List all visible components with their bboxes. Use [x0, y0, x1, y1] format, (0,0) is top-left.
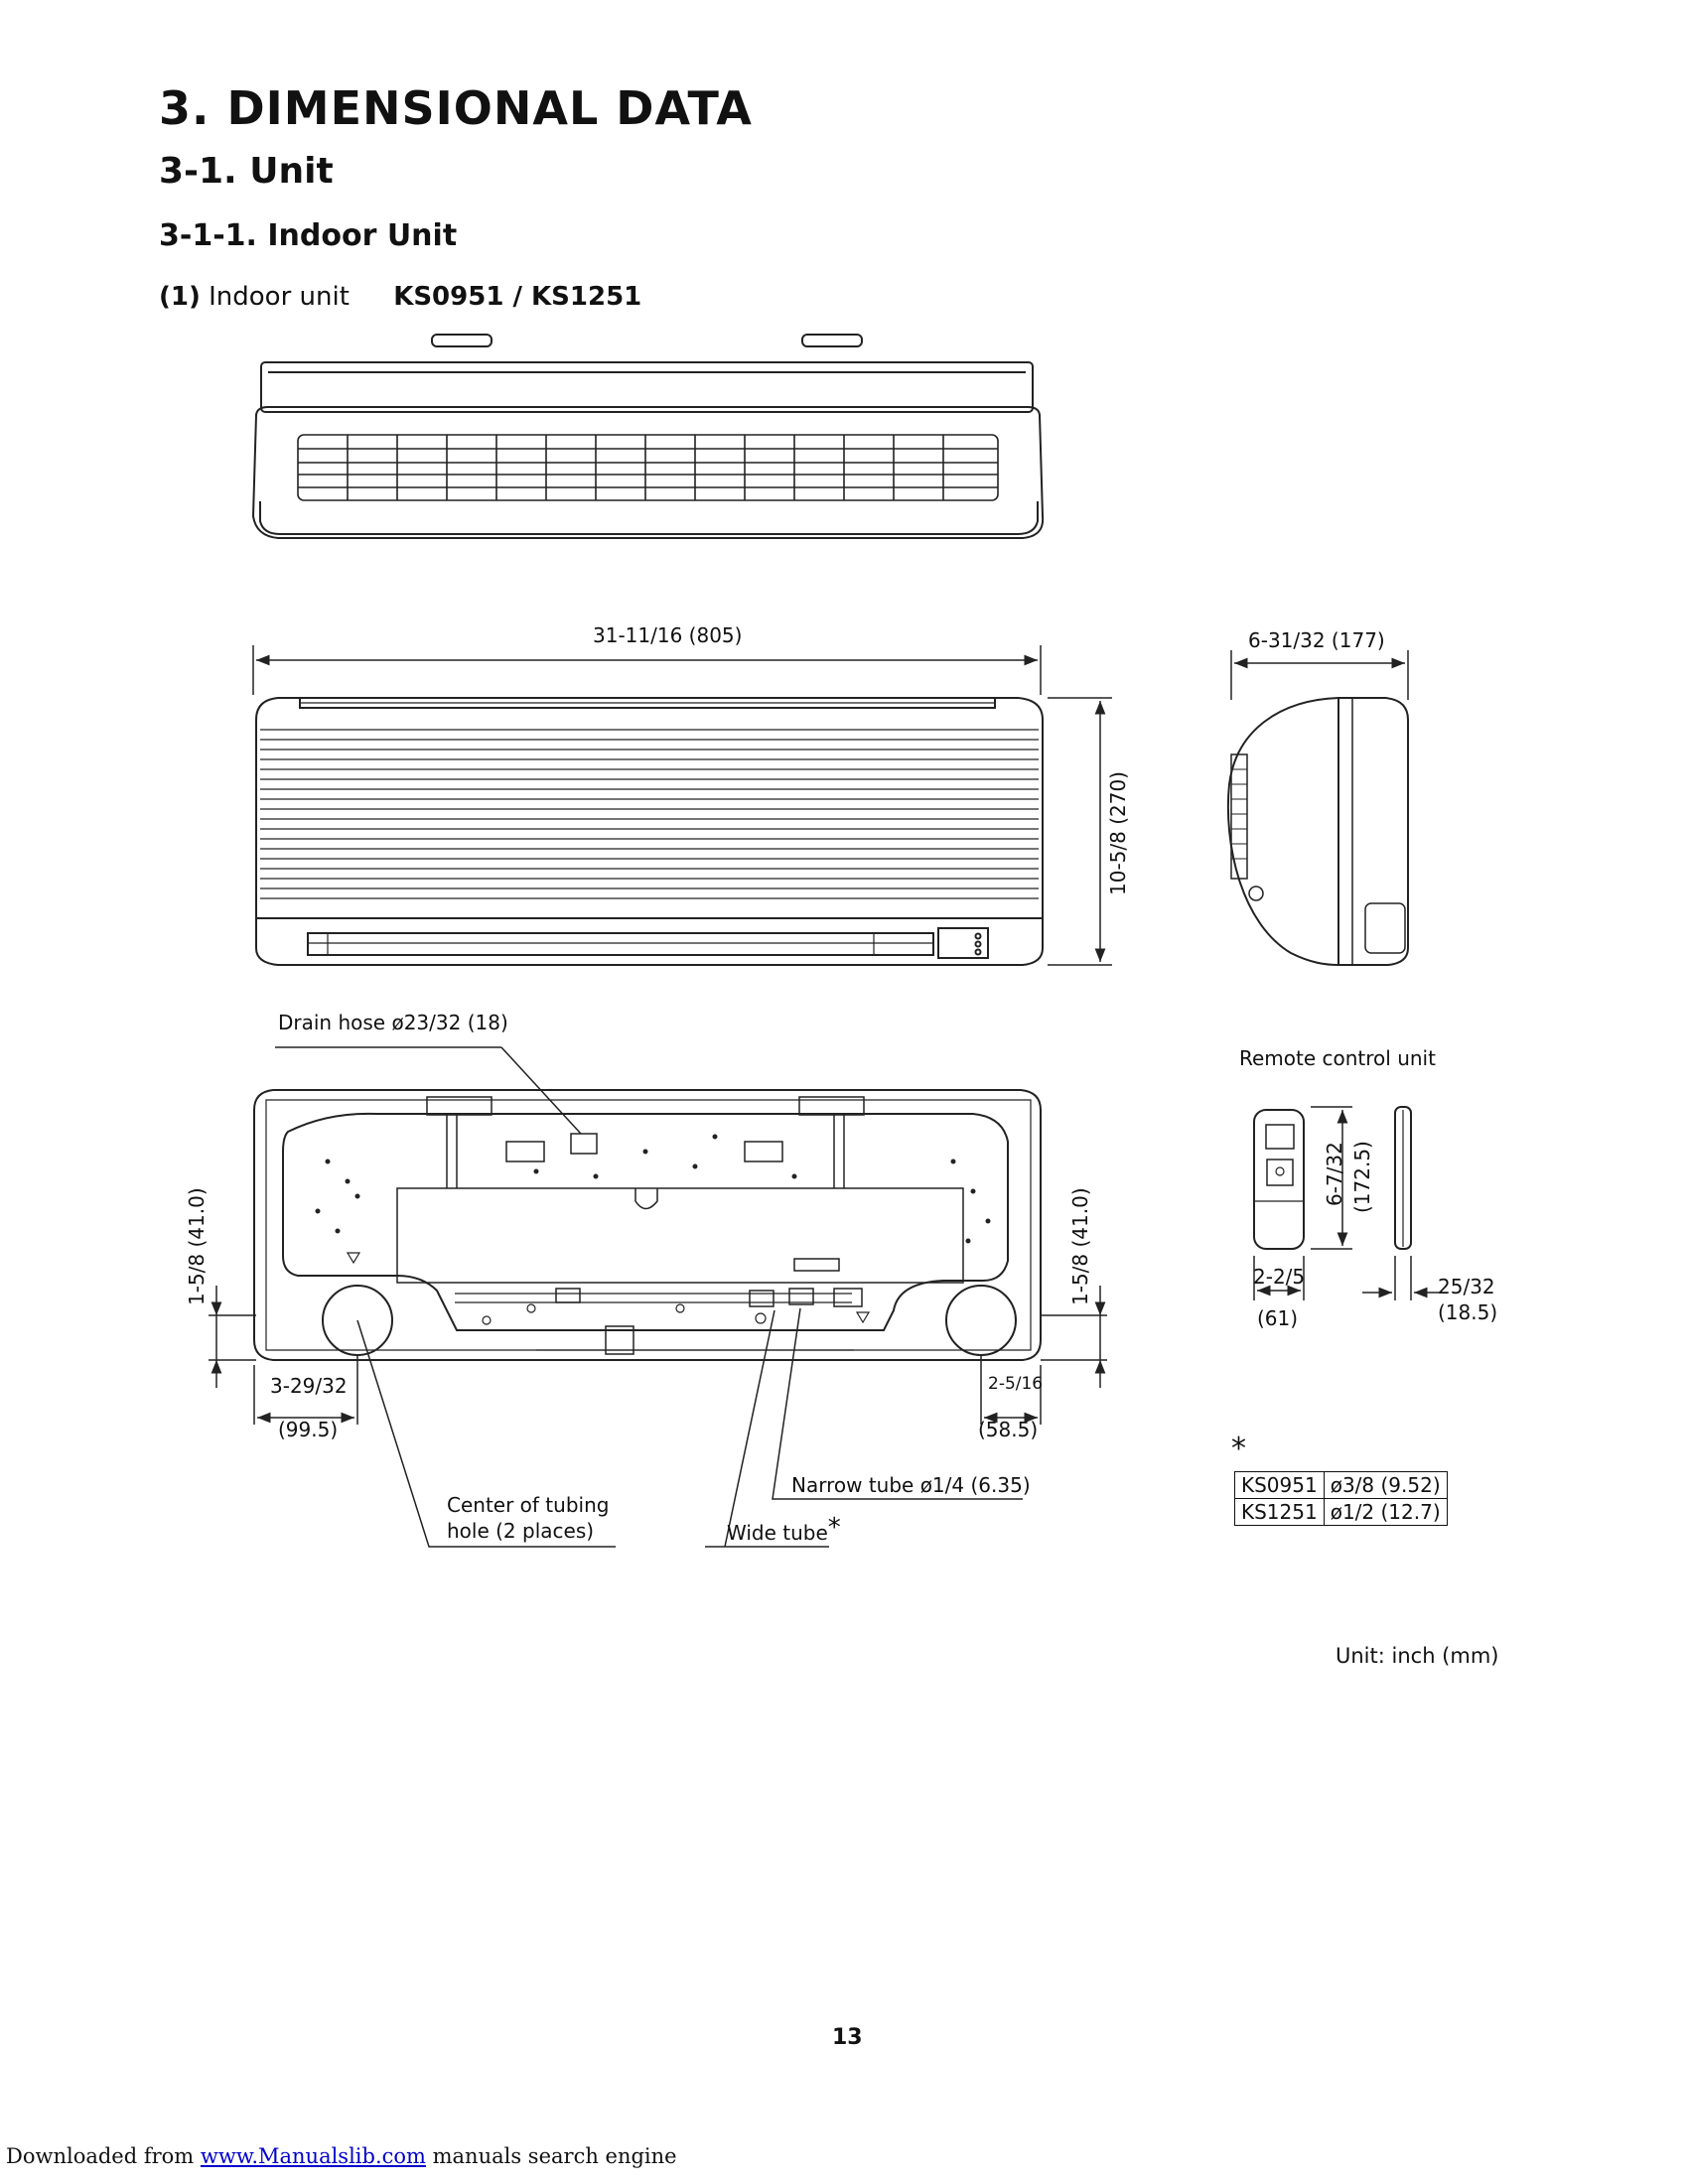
tubing-hole-callout-line2: hole (2 places)	[447, 1519, 595, 1543]
narrow-tube-callout: Narrow tube ø1/4 (6.35)	[791, 1473, 1031, 1497]
remote-height-mm-label: (172.5)	[1350, 1141, 1374, 1213]
left-hole-offset-label: 3-29/32	[270, 1374, 348, 1398]
remote-height-label: 6-7/32	[1323, 1142, 1346, 1206]
item-number: (1)	[159, 282, 201, 312]
top-view-grille	[298, 435, 998, 500]
rear-view-drawing	[209, 1047, 1107, 1547]
top-view-drawing	[253, 335, 1043, 538]
tubing-hole-callout-line1: Center of tubing	[447, 1493, 610, 1517]
wide-tube-label: Wide tube	[727, 1521, 828, 1545]
front-view-drawing	[253, 645, 1112, 965]
wide-tube-table-asterisk: *	[1231, 1432, 1246, 1466]
manualslib-link[interactable]: www.Manualslib.com	[200, 2144, 426, 2168]
subsection-title: 3-1. Unit	[159, 151, 334, 192]
depth-dimension-label: 6-31/32 (177)	[1248, 628, 1385, 652]
footer-prefix: Downloaded from	[6, 2144, 201, 2168]
table-cell-size: ø3/8 (9.52)	[1324, 1472, 1447, 1499]
height-dimension-label: 10-5/8 (270)	[1106, 771, 1130, 895]
remote-width-mm-label: (61)	[1257, 1306, 1299, 1330]
right-hole-offset-label: 2-5/16	[988, 1374, 1044, 1394]
left-hole-offset-mm-label: (99.5)	[278, 1418, 339, 1441]
right-hole-height-label: 1-5/8 (41.0)	[1068, 1187, 1092, 1305]
left-hole-height-label: 1-5/8 (41.0)	[185, 1187, 209, 1305]
section-title: 3. DIMENSIONAL DATA	[159, 81, 753, 135]
wide-tube-callout	[727, 1513, 841, 1551]
remote-control-title: Remote control unit	[1239, 1046, 1436, 1070]
table-row	[1235, 1499, 1448, 1526]
item-label: Indoor unit	[209, 282, 350, 312]
wide-tube-size-table	[1234, 1471, 1448, 1526]
table-cell-model: KS1251	[1235, 1499, 1325, 1526]
table-cell-model: KS0951	[1235, 1472, 1325, 1499]
remote-thickness-mm-label: (18.5)	[1438, 1300, 1498, 1324]
subsubsection-title: 3-1-1. Indoor Unit	[159, 218, 458, 253]
table-row	[1235, 1472, 1448, 1499]
unit-note: Unit: inch (mm)	[1336, 1644, 1499, 1668]
page-number: 13	[832, 2025, 863, 2050]
remote-thickness-label: 25/32	[1438, 1275, 1495, 1298]
right-hole-offset-mm-label: (58.5)	[978, 1418, 1039, 1441]
side-view-drawing	[1228, 650, 1408, 965]
download-footer	[6, 2144, 677, 2168]
width-dimension-label: 31-11/16 (805)	[593, 623, 743, 647]
remote-width-label: 2-2/5	[1253, 1265, 1306, 1289]
drain-hose-callout: Drain hose ø23/32 (18)	[278, 1011, 508, 1034]
footer-suffix: manuals search engine	[425, 2144, 677, 2168]
wide-tube-asterisk: *	[827, 1513, 841, 1543]
front-view-louvers	[260, 730, 1039, 898]
item-models: KS0951 / KS1251	[393, 282, 642, 312]
table-cell-size: ø1/2 (12.7)	[1324, 1499, 1447, 1526]
